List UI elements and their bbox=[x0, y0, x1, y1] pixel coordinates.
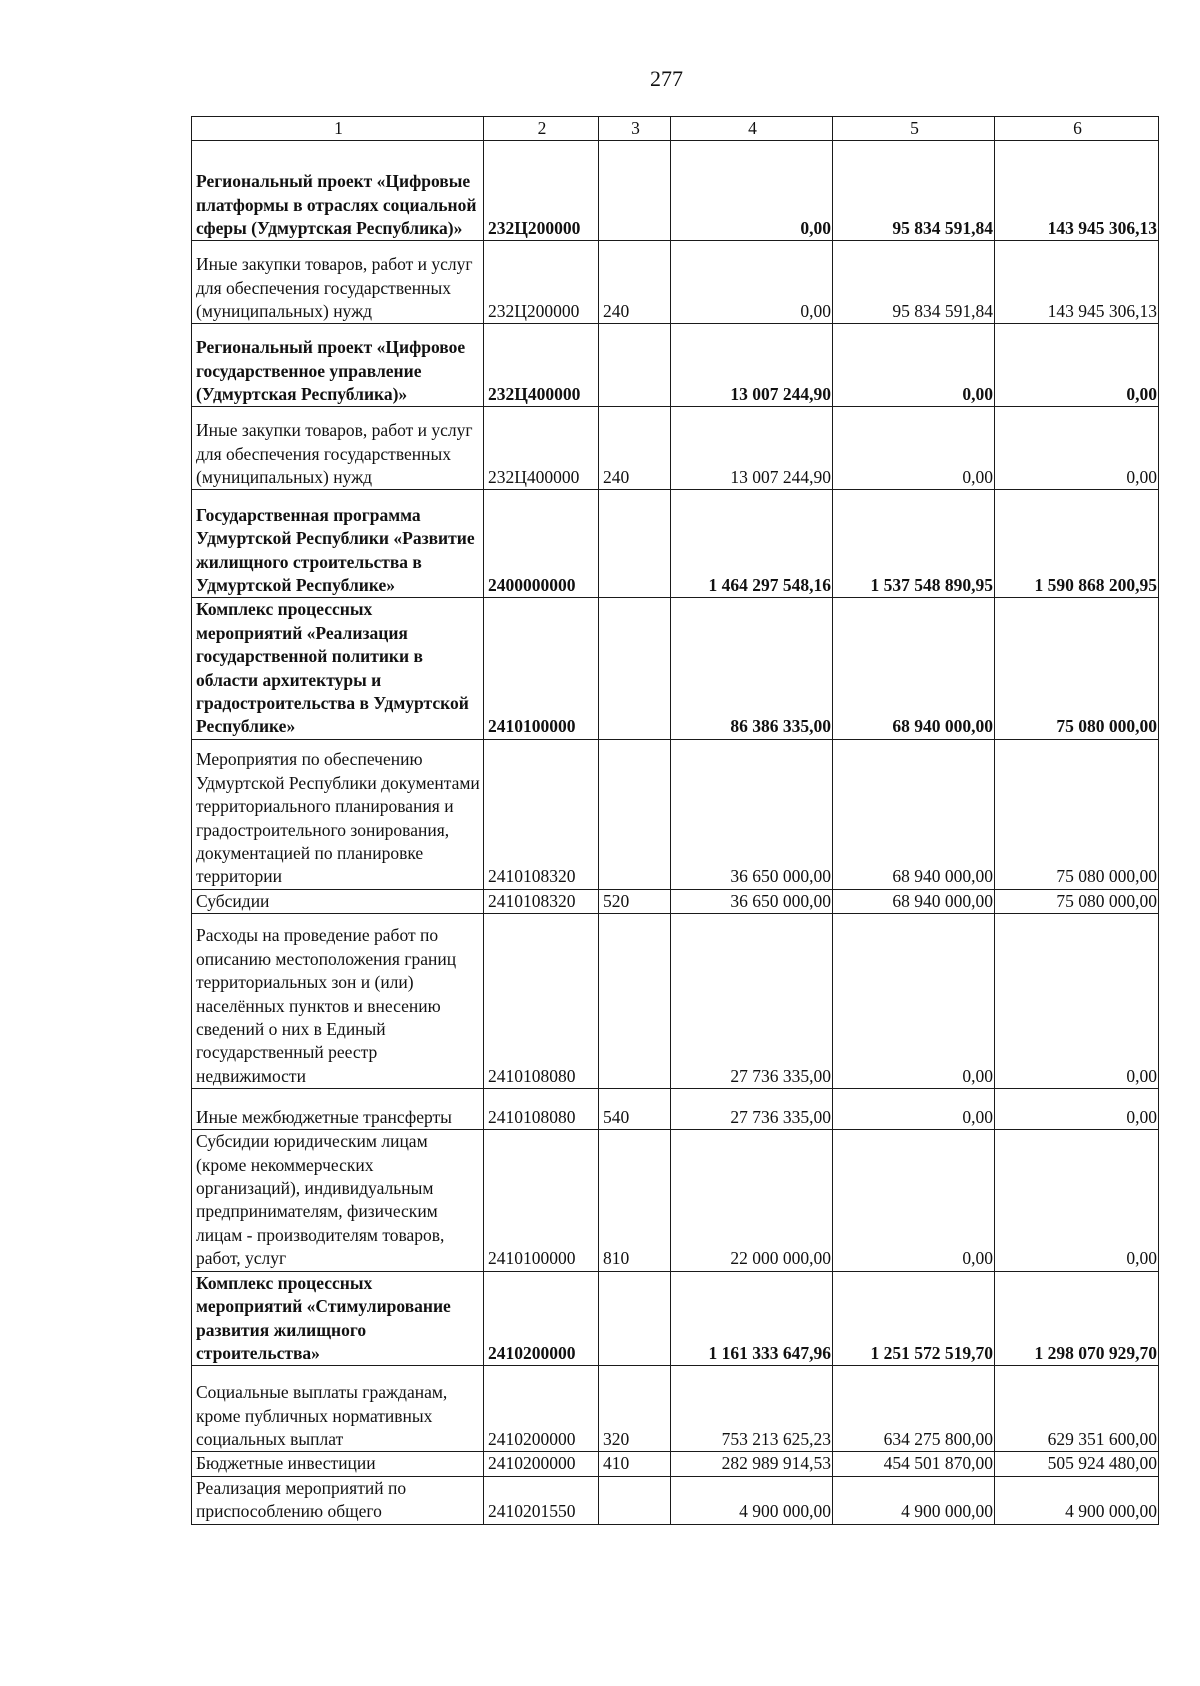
row-name-cell: Субсидии юридическим лицам (кроме некоммерческих организаций), индивидуальным предпринимателям, физическим лицам - производителям товаров, работ, услуг bbox=[192, 1130, 484, 1271]
row-value-cell: 22 000 000,00 bbox=[671, 1130, 833, 1271]
row-value-cell: 0,00 bbox=[995, 914, 1159, 1089]
row-name-cell: Региональный проект «Цифровые платформы в отраслях социальной сферы (Удмуртская Республика)» bbox=[192, 141, 484, 241]
row-value-cell: 27 736 335,00 bbox=[671, 1089, 833, 1130]
row-code-cell: 2410108080 bbox=[484, 914, 599, 1089]
row-value-cell: 0,00 bbox=[833, 1089, 995, 1130]
row-value-cell: 68 940 000,00 bbox=[833, 598, 995, 739]
row-value-cell: 95 834 591,84 bbox=[833, 241, 995, 324]
table-row bbox=[192, 241, 1159, 324]
row-value-cell: 0,00 bbox=[995, 407, 1159, 490]
row-value-cell: 0,00 bbox=[671, 141, 833, 241]
table-row bbox=[192, 598, 1159, 739]
row-value-cell: 95 834 591,84 bbox=[833, 141, 995, 241]
row-value-cell: 1 161 333 647,96 bbox=[671, 1271, 833, 1366]
table-row bbox=[192, 739, 1159, 889]
row-value-cell: 75 080 000,00 bbox=[995, 739, 1159, 889]
row-code-cell: 2400000000 bbox=[484, 490, 599, 598]
row-name-cell: Иные закупки товаров, работ и услуг для обеспечения государственных (муниципальных) нужд bbox=[192, 241, 484, 324]
header-cell: 4 bbox=[671, 117, 833, 141]
header-cell: 5 bbox=[833, 117, 995, 141]
row-value-cell: 629 351 600,00 bbox=[995, 1366, 1159, 1452]
row-name-cell: Комплекс процессных мероприятий «Реализация государственной политики в области архитектуры и градостроительства в Удмуртской Республике» bbox=[192, 598, 484, 739]
table-body bbox=[192, 117, 1159, 1525]
row-name-cell: Иные межбюджетные трансферты bbox=[192, 1089, 484, 1130]
row-name-cell: Реализация мероприятий по приспособлению общего bbox=[192, 1476, 484, 1524]
row-code-cell: 2410200000 bbox=[484, 1452, 599, 1476]
row-value-cell: 36 650 000,00 bbox=[671, 739, 833, 889]
row-value-cell: 282 989 914,53 bbox=[671, 1452, 833, 1476]
row-type-cell bbox=[599, 1271, 671, 1366]
row-value-cell: 4 900 000,00 bbox=[995, 1476, 1159, 1524]
header-cell: 1 bbox=[192, 117, 484, 141]
row-value-cell: 454 501 870,00 bbox=[833, 1452, 995, 1476]
row-type-cell: 810 bbox=[599, 1130, 671, 1271]
row-value-cell: 0,00 bbox=[833, 914, 995, 1089]
table-row bbox=[192, 1130, 1159, 1271]
row-code-cell: 2410108080 bbox=[484, 1089, 599, 1130]
row-code-cell: 232Ц400000 bbox=[484, 324, 599, 407]
row-code-cell: 2410201550 bbox=[484, 1476, 599, 1524]
row-value-cell: 0,00 bbox=[995, 324, 1159, 407]
row-type-cell bbox=[599, 141, 671, 241]
row-value-cell: 4 900 000,00 bbox=[671, 1476, 833, 1524]
row-type-cell bbox=[599, 1476, 671, 1524]
row-type-cell bbox=[599, 739, 671, 889]
budget-table bbox=[191, 116, 1159, 1525]
row-name-cell: Региональный проект «Цифровое государственное управление (Удмуртская Республика)» bbox=[192, 324, 484, 407]
row-code-cell: 2410100000 bbox=[484, 1130, 599, 1271]
row-value-cell: 1 537 548 890,95 bbox=[833, 490, 995, 598]
page-number: 277 bbox=[650, 66, 683, 91]
row-value-cell: 1 590 868 200,95 bbox=[995, 490, 1159, 598]
table-row bbox=[192, 1089, 1159, 1130]
table-row bbox=[192, 1271, 1159, 1366]
row-value-cell: 0,00 bbox=[995, 1130, 1159, 1271]
row-code-cell: 232Ц400000 bbox=[484, 407, 599, 490]
row-value-cell: 1 251 572 519,70 bbox=[833, 1271, 995, 1366]
row-name-cell: Бюджетные инвестиции bbox=[192, 1452, 484, 1476]
row-type-cell: 410 bbox=[599, 1452, 671, 1476]
table-row bbox=[192, 1366, 1159, 1452]
table-row bbox=[192, 1452, 1159, 1476]
row-value-cell: 143 945 306,13 bbox=[995, 241, 1159, 324]
row-value-cell: 86 386 335,00 bbox=[671, 598, 833, 739]
row-type-cell bbox=[599, 324, 671, 407]
row-type-cell bbox=[599, 490, 671, 598]
row-type-cell: 240 bbox=[599, 241, 671, 324]
row-value-cell: 0,00 bbox=[671, 241, 833, 324]
row-value-cell: 753 213 625,23 bbox=[671, 1366, 833, 1452]
header-cell: 2 bbox=[484, 117, 599, 141]
header-cell: 6 bbox=[995, 117, 1159, 141]
header-cell: 3 bbox=[599, 117, 671, 141]
table-row bbox=[192, 889, 1159, 913]
row-value-cell: 0,00 bbox=[833, 1130, 995, 1271]
row-code-cell: 2410108320 bbox=[484, 889, 599, 913]
row-value-cell: 0,00 bbox=[833, 324, 995, 407]
row-code-cell: 232Ц200000 bbox=[484, 241, 599, 324]
row-value-cell: 634 275 800,00 bbox=[833, 1366, 995, 1452]
row-value-cell: 143 945 306,13 bbox=[995, 141, 1159, 241]
table-row bbox=[192, 914, 1159, 1089]
row-type-cell bbox=[599, 914, 671, 1089]
row-name-cell: Расходы на проведение работ по описанию местоположения границ территориальных зон и (или) населённых пунктов и внесению сведений о них в Единый государственный реестр недвижимости bbox=[192, 914, 484, 1089]
row-type-cell: 320 bbox=[599, 1366, 671, 1452]
row-name-cell: Субсидии bbox=[192, 889, 484, 913]
row-name-cell: Комплекс процессных мероприятий «Стимулирование развития жилищного строительства» bbox=[192, 1271, 484, 1366]
row-value-cell: 4 900 000,00 bbox=[833, 1476, 995, 1524]
row-value-cell: 0,00 bbox=[833, 407, 995, 490]
row-value-cell: 68 940 000,00 bbox=[833, 889, 995, 913]
row-code-cell: 2410108320 bbox=[484, 739, 599, 889]
row-value-cell: 13 007 244,90 bbox=[671, 324, 833, 407]
row-value-cell: 505 924 480,00 bbox=[995, 1452, 1159, 1476]
table-row bbox=[192, 1476, 1159, 1524]
row-code-cell: 2410200000 bbox=[484, 1366, 599, 1452]
row-code-cell: 2410200000 bbox=[484, 1271, 599, 1366]
row-value-cell: 1 464 297 548,16 bbox=[671, 490, 833, 598]
row-value-cell: 27 736 335,00 bbox=[671, 914, 833, 1089]
row-value-cell: 75 080 000,00 bbox=[995, 598, 1159, 739]
row-value-cell: 36 650 000,00 bbox=[671, 889, 833, 913]
row-type-cell: 520 bbox=[599, 889, 671, 913]
table-row bbox=[192, 141, 1159, 241]
row-value-cell: 68 940 000,00 bbox=[833, 739, 995, 889]
row-name-cell: Государственная программа Удмуртской Республики «Развитие жилищного строительства в Удмуртской Республике» bbox=[192, 490, 484, 598]
table-row bbox=[192, 490, 1159, 598]
row-value-cell: 0,00 bbox=[995, 1089, 1159, 1130]
row-value-cell: 75 080 000,00 bbox=[995, 889, 1159, 913]
row-code-cell: 232Ц200000 bbox=[484, 141, 599, 241]
table-row bbox=[192, 407, 1159, 490]
row-type-cell: 240 bbox=[599, 407, 671, 490]
row-type-cell: 540 bbox=[599, 1089, 671, 1130]
row-value-cell: 13 007 244,90 bbox=[671, 407, 833, 490]
row-type-cell bbox=[599, 598, 671, 739]
table-row bbox=[192, 324, 1159, 407]
row-name-cell: Социальные выплаты гражданам, кроме публичных нормативных социальных выплат bbox=[192, 1366, 484, 1452]
row-name-cell: Мероприятия по обеспечению Удмуртской Республики документами территориального планирования и градостроительного зонирования, документацией по планировке территории bbox=[192, 739, 484, 889]
row-code-cell: 2410100000 bbox=[484, 598, 599, 739]
row-name-cell: Иные закупки товаров, работ и услуг для обеспечения государственных (муниципальных) нужд bbox=[192, 407, 484, 490]
row-value-cell: 1 298 070 929,70 bbox=[995, 1271, 1159, 1366]
header-row bbox=[192, 117, 1159, 141]
